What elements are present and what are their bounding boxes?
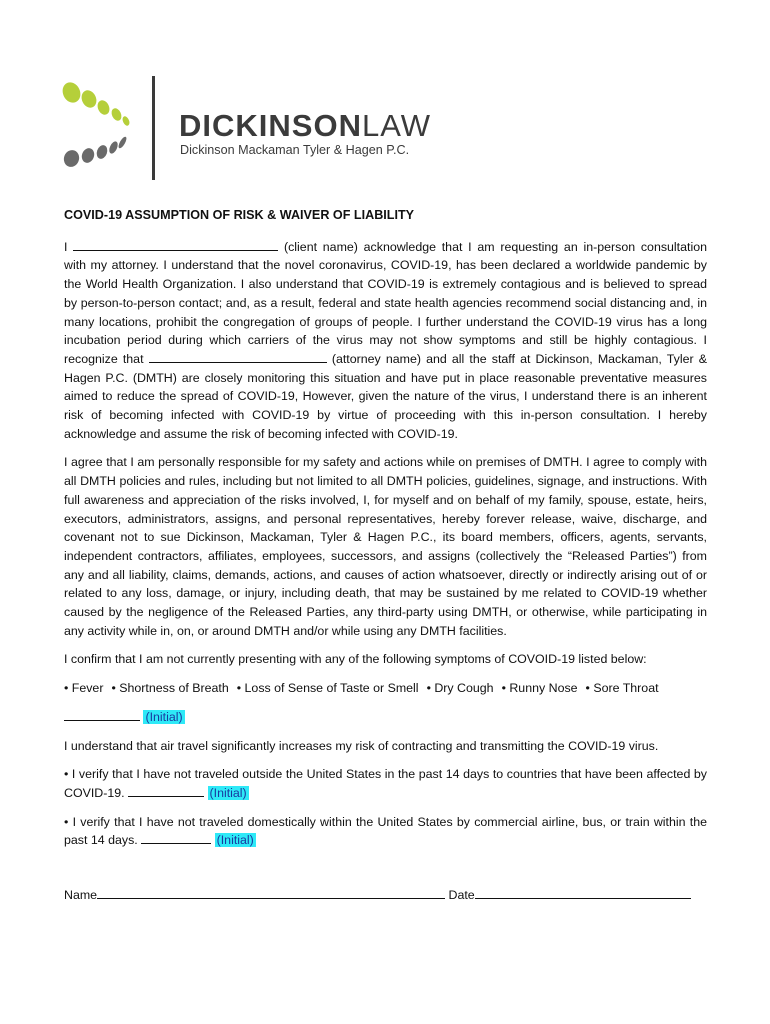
paragraph-release: I agree that I am personally responsible for my safety and actions while on premises of DMTH. I agree to comply with all DMTH policies and rules, including but not limited to all DMTH policies, guidelines, signage, and instructions. With full awareness and appreciation of the risks involved, I, for myself and on behalf of my family, spouse, estate, heirs, executors, administrators, assigns, and personal representatives, hereby forever release, waive, discharge, and covenant not to sue Dickinson, Mackaman, Tyler & Hagen P.C., its board members, officers, agents, servants, independent contractors, affiliates, employees, successors, and assigns (collectively the “Released Parties”) from any and all liability, claims, demands, actions, and causes of action whatsoever, directly or indirectly arising out of or related to any loss, damage, or injury, including death, that may be sustained by me related to COVID-19 whether caused by the negligence of the Released Parties, any third-party using DMTH, or otherwise, while participating in any activity while in, on, or around DMTH and/or while using any DMTH facilities. (64, 455, 707, 638)
logo-dot-gray-3 (95, 144, 109, 161)
waiver-document (64, 206, 707, 905)
name-blank[interactable] (97, 886, 445, 899)
paragraph-symptoms-intro: I confirm that I am not currently presenting with any of the following symptoms of COVOID-19 listed below: (64, 652, 647, 667)
date-blank[interactable] (475, 886, 691, 899)
logo-dot-green-2 (79, 88, 99, 110)
logo-dot-gray-1 (62, 148, 82, 169)
logo-divider (152, 76, 155, 180)
international-initial-blank[interactable] (128, 784, 204, 797)
symptom-list (64, 679, 707, 698)
symptoms-initial-blank[interactable] (64, 708, 140, 721)
symptom-item: • Fever (64, 681, 104, 696)
initial-label: (Initial) (216, 833, 254, 848)
domestic-initial-blank[interactable] (141, 831, 211, 844)
name-label: Name (64, 888, 98, 903)
logo-dot-green-5 (121, 115, 131, 127)
paragraph-air-travel: I understand that air travel significantly increases my risk of contracting and transmitting the COVID-19 virus. (64, 738, 659, 753)
logo-dot-green-4 (110, 107, 124, 123)
attorney-name-blank[interactable] (149, 350, 327, 363)
logo-dot-gray-5 (117, 136, 128, 150)
logo-subtitle: Dickinson Mackaman Tyler & Hagen P.C. (180, 143, 410, 157)
signature-line (64, 886, 707, 905)
symptom-item: • Shortness of Breath (111, 681, 229, 696)
logo-dot-green-3 (95, 98, 111, 116)
initial-label: (Initial) (209, 785, 247, 800)
client-name-blank[interactable] (73, 238, 278, 251)
logo-dot-gray-2 (80, 146, 96, 164)
logo-wordmark: DICKINSONLAW (179, 108, 431, 143)
symptom-item: • Loss of Sense of Taste or Smell (236, 681, 419, 696)
symptom-item: • Runny Nose (501, 681, 578, 696)
initial-label: (Initial) (145, 709, 183, 724)
symptom-item: • Dry Cough (426, 681, 494, 696)
document-title: COVID-19 ASSUMPTION OF RISK & WAIVER OF LIABILITY (64, 208, 415, 222)
symptoms-initial-line (64, 708, 707, 727)
logo-dot-green-1 (59, 79, 83, 105)
symptom-item: • Sore Throat (585, 681, 659, 696)
paragraph-domestic-travel: • I verify that I have not traveled domestically within the United States by commercial airline, bus, or train within the past 14 days. (Initial) (64, 814, 707, 848)
paragraph-acknowledgement: I (client name) acknowledge that I am requesting an in-person consultation with my attorney. I understand that the novel coronavirus, COVID-19, has been declared a worldwide pandemic by the World Health Organization. I also understand that COVID-19 is extremely contagious and is believed to spread by person-to-person contact; and, as a result, federal and state health agencies recommend social distancing and, in many locations, prohibit the congregation of groups of people. I further understand the COVID-19 virus has a long incubation period during which carriers of the virus may not show symptoms and still be highly contagious. I recognize that (attorney name) and all the staff at Dickinson, Mackaman, Tyler & Hagen P.C. (DMTH) are closely monitoring this situation and have put in place reasonable preventative measures aimed to reduce the spread of COVID-19, However, given the nature of the virus, I understand there is an inherent risk of becoming infected with COVID-19 by virtue of proceeding with this in-person consultation. I hereby acknowledge and assume the risk of becoming infected with COVID-19. (64, 239, 707, 441)
paragraph-international-travel: • I verify that I have not traveled outside the United States in the past 14 days to countries that have been affected by COVID-19. (Initial) (64, 767, 707, 800)
date-label: Date (448, 888, 475, 903)
firm-logo (60, 70, 430, 184)
